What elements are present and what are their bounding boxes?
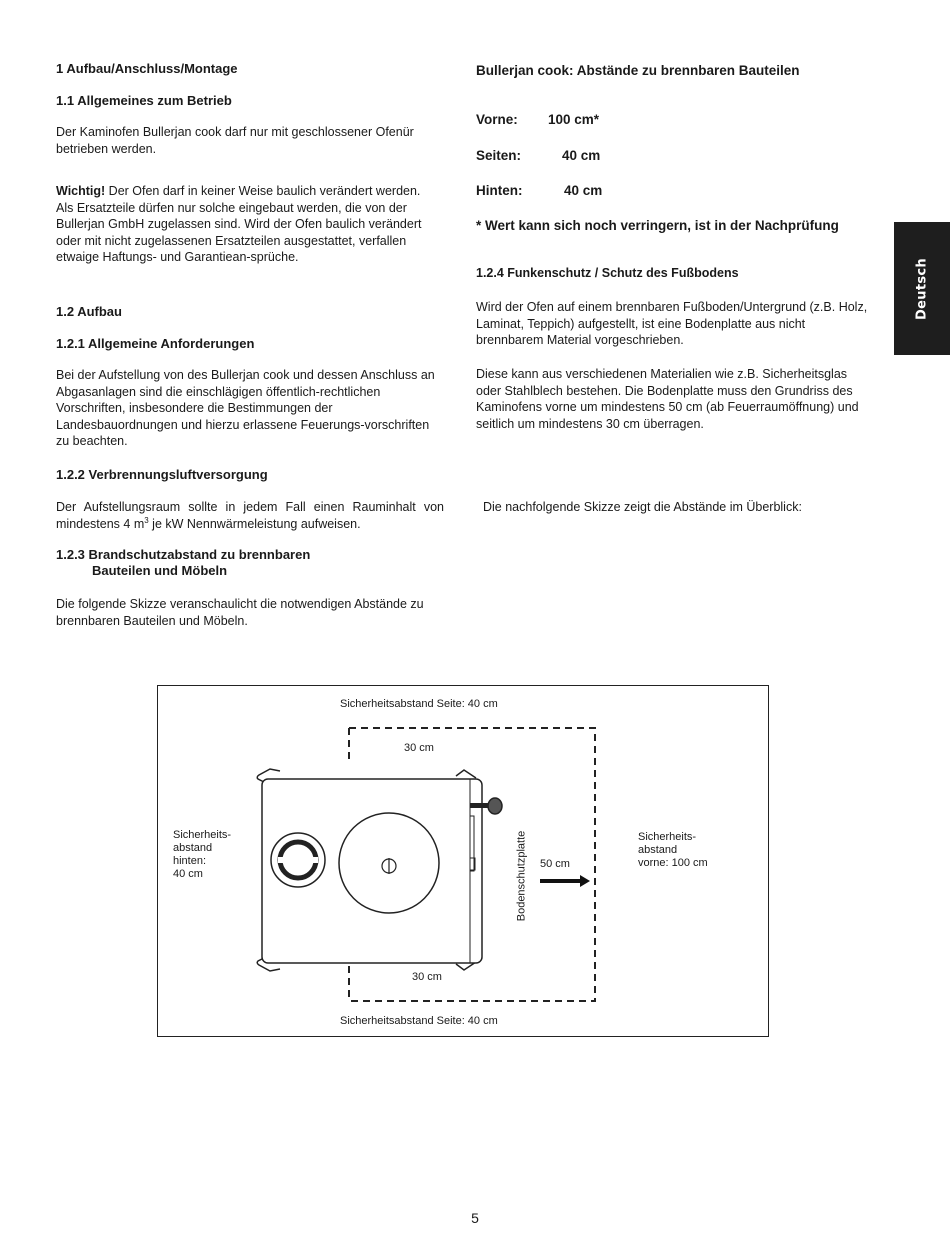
hinten-value: 40 cm	[564, 183, 603, 198]
heading-allgemeine-anforderungen: 1.2.1 Allgemeine Anforderungen	[56, 336, 255, 351]
wichtig-text: Der Ofen darf in keiner Weise baulich verändert werden. Als Ersatzteile dürfen nur solche eingebaut werden, die von der Bullerjan GmbH zugelassen sind. Wird der Ofen baulich verändert oder mit nicht zugelassenen Ersatzteilen ausgestattet, verfallen etwaige Haftungs- und Garantiean-sprüche.	[56, 184, 422, 265]
heading-aufbau-anschluss-montage: 1 Aufbau/Anschluss/Montage	[56, 61, 238, 76]
clearance-diagram	[157, 685, 769, 1037]
paragraph-funkenschutz-a: Wird der Ofen auf einem brennbaren Fußboden/Untergrund (z.B. Holz, Laminat, Teppich) aufgestellt, ist eine Bodenplatte aus nicht brennbarem Material vorgeschrieben.	[476, 300, 868, 348]
verbrennungsluft-text-b: je kW Nennwärmeleistung aufweisen.	[148, 516, 361, 531]
heading-abstaende: Bullerjan cook: Abstände zu brennbaren Bauteilen	[476, 63, 800, 78]
paragraph-betrieb: Der Kaminofen Bullerjan cook darf nur mit geschlossener Ofenür betrieben werden.	[56, 125, 414, 156]
front-50cm-label: 50 cm	[540, 858, 570, 870]
footnote-nachpruefung: * Wert kann sich noch verringern, ist in der Nachprüfung	[476, 218, 839, 233]
floor-plate-label: Bodenschutzplatte	[515, 830, 528, 922]
heading-allgemeines-betrieb: 1.1 Allgemeines zum Betrieb	[56, 93, 232, 108]
rear-clearance-label	[173, 829, 231, 881]
heading-verbrennungsluft: 1.2.2 Verbrennungsluftversorgung	[56, 467, 268, 482]
paragraph-skizze-rechts: Die nachfolgende Skizze zeigt die Abstände im Überblick:	[483, 500, 802, 514]
front-clearance-line1: Sicherheits-	[638, 831, 697, 843]
rear-clearance-line1: Sicherheits-	[173, 829, 232, 841]
paragraph-skizze-links: Die folgende Skizze veranschaulicht die notwendigen Abstände zu brennbaren Bauteilen und Möbeln.	[56, 597, 424, 628]
language-tab-label: Deutsch	[914, 257, 930, 320]
air-vent-icon	[271, 833, 325, 887]
heading-brandschutz-line2: Bauteilen und Möbeln	[92, 563, 228, 578]
superscript-3: 3	[144, 515, 149, 525]
distance-hinten	[476, 183, 602, 198]
wichtig-label: Wichtig!	[56, 184, 106, 198]
bottom-clearance-label: Sicherheitsabstand Seite: 40 cm	[340, 1015, 498, 1027]
paragraph-funkenschutz-b: Diese kann aus verschiedenen Materialien wie z.B. Sicherheitsglas oder Stahlblech bestehen. Die Bodenplatte muss den Grundriss des Kaminofens vorne um mindestens 50 cm (ab Feuerraumöffnung) und seitlich um mindestens 30 cm überragen.	[476, 367, 859, 431]
language-tab	[894, 222, 950, 355]
stove-outline	[257, 769, 502, 971]
paragraph-verbrennungsluft	[56, 499, 444, 532]
distance-seiten	[476, 148, 600, 163]
rear-clearance-line2: abstand	[173, 842, 213, 854]
heading-aufbau: 1.2 Aufbau	[56, 304, 122, 319]
distance-vorne	[476, 112, 599, 127]
hinten-label: Hinten:	[476, 183, 523, 198]
vorne-label: Vorne:	[476, 112, 518, 127]
vorne-value: 100 cm*	[548, 112, 600, 127]
top-30cm-label: 30 cm	[404, 742, 434, 754]
heading-funkenschutz: 1.2.4 Funkenschutz / Schutz des Fußbodens	[476, 266, 739, 280]
heading-brandschutzabstand	[56, 547, 310, 579]
paragraph-anforderungen: Bei der Aufstellung von des Bullerjan cook und dessen Anschluss an Abgasanlagen sind die einschlägigen öffentlich-rechtlichen Vorschriften, insbesondere die Bestimmungen der Landesbauordnungen und hierzu erlassene Feuerungs-vorschriften zu beachten.	[56, 368, 435, 449]
arrow-right-icon	[540, 875, 590, 887]
front-clearance-line2: abstand	[638, 844, 678, 856]
rear-clearance-line4: 40 cm	[173, 868, 203, 880]
heading-brandschutz-line1: 1.2.3 Brandschutzabstand zu brennbaren	[56, 547, 311, 562]
page-number: 5	[471, 1210, 479, 1226]
paragraph-wichtig	[56, 183, 436, 266]
verbrennungsluft-text-a: Der Aufstellungsraum sollte in jedem Fall einen Rauminhalt von mindestens 4 m	[56, 500, 444, 531]
front-clearance-label	[638, 831, 708, 870]
bottom-30cm-label: 30 cm	[412, 971, 442, 983]
seiten-value: 40 cm	[562, 148, 601, 163]
seiten-label: Seiten:	[476, 148, 522, 163]
rear-clearance-line3: hinten:	[173, 855, 207, 867]
front-clearance-line3: vorne: 100 cm	[638, 857, 708, 869]
top-clearance-label: Sicherheitsabstand Seite: 40 cm	[340, 698, 498, 710]
